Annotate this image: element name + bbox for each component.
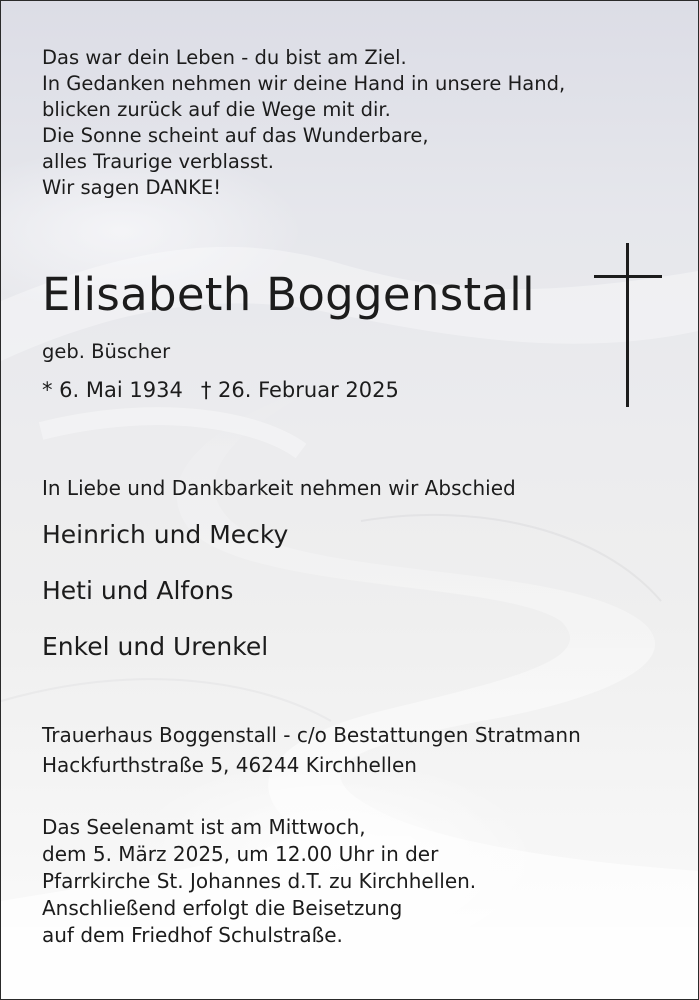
cross-icon [594,243,662,407]
service-line: auf dem Friedhof Schulstraße. [42,923,343,947]
service-info [42,814,476,949]
death-date: † 26. Februar 2025 [200,378,399,402]
mourner-name: Heinrich und Mecky [42,520,289,549]
poem-line: In Gedanken nehmen wir deine Hand in unsere Hand, [42,72,566,95]
address-line: Hackfurthstraße 5, 46244 Kirchhellen [42,753,417,777]
farewell-text: In Liebe und Dankbarkeit nehmen wir Abschied [42,476,516,500]
service-line: dem 5. März 2025, um 12.00 Uhr in der [42,842,439,866]
mourning-address [42,720,581,780]
address-line: Trauerhaus Boggenstall - c/o Bestattungen Stratmann [42,723,581,747]
mourner-name: Enkel und Urenkel [42,632,269,661]
poem-line: alles Traurige verblasst. [42,150,274,173]
service-line: Anschließend erfolgt die Beisetzung [42,896,403,920]
poem-line: Das war dein Leben - du bist am Ziel. [42,46,407,69]
poem-line: Wir sagen DANKE! [42,176,222,199]
mourner-name: Heti und Alfons [42,576,234,605]
birth-date: * 6. Mai 1934 [42,378,183,402]
poem [42,45,565,201]
service-line: Pfarrkirche St. Johannes d.T. zu Kirchhellen. [42,869,477,893]
poem-line: blicken zurück auf die Wege mit dir. [42,98,391,121]
service-line: Das Seelenamt ist am Mittwoch, [42,815,366,839]
poem-line: Die Sonne scheint auf das Wunderbare, [42,124,429,147]
life-dates [42,375,399,405]
deceased-name: Elisabeth Boggenstall [42,268,535,321]
maiden-name: geb. Büscher [42,340,171,363]
